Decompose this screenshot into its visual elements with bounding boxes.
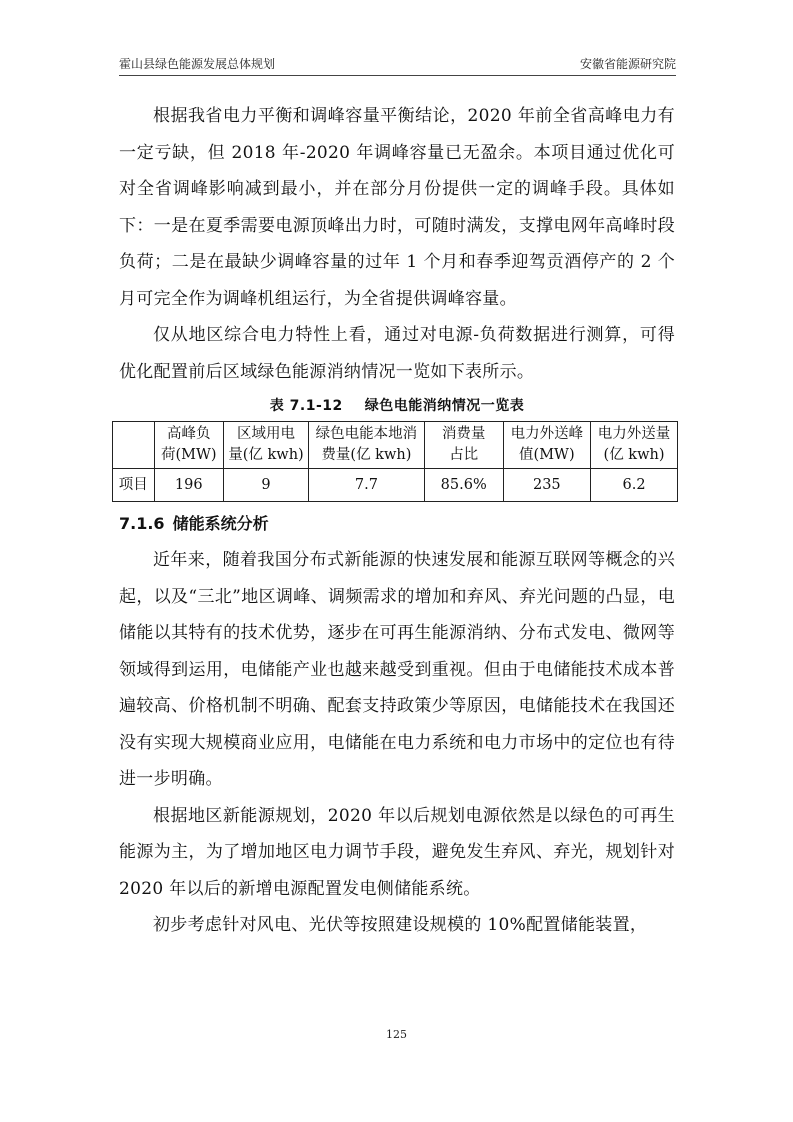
section-title: 储能系统分析 (172, 514, 269, 533)
paragraph-consumption-intro: 仅从地区综合电力特性上看，通过对电源-负荷数据进行测算，可得优化配置前后区域绿色能源消纳情况一览如下表所示。 (119, 325, 675, 382)
table-cell: 9 (223, 469, 308, 502)
header-document-title: 霍山县绿色能源发展总体规划 (119, 57, 276, 71)
table-header-cell: 消费量 占比 (424, 422, 503, 469)
table-caption-title: 绿色电能消纳情况一览表 (364, 398, 525, 414)
table-cell: 项目 (113, 469, 155, 502)
table-row (113, 469, 678, 502)
page-body (119, 98, 675, 944)
section-heading (119, 512, 675, 536)
paragraph-storage-background: 近年来，随着我国分布式新能源的快速发展和能源互联网等概念的兴起，以及“三北”地区调峰、调频需求的增加和弃风、弃光问题的凸显，电储能以其特有的技术优势，逐步在可再生能源消纳、分布式发电、微网等领域得到运用，电储能产业也越来越受到重视。但由于电储能技术成本普遍较高、价格机制不明确、配套支持政策少等原因，电储能技术在我国还没有实现大规模商业应用，电储能在电力系统和电力市场中的定位也有待进一步明确。 (119, 550, 675, 789)
table-header-cell: 区域用电 量(亿 kwh) (223, 422, 308, 469)
table-cell: 85.6% (424, 469, 503, 502)
header-organization: 安徽省能源研究院 (579, 57, 676, 71)
table-header-cell (113, 422, 155, 469)
table-header-cell: 电力外送量 (亿 kwh) (591, 422, 678, 469)
table-cell: 7.7 (309, 469, 425, 502)
table-caption-number: 表 7.1-12 (269, 398, 343, 414)
table-header-cell: 高峰负 荷(MW) (154, 422, 223, 469)
page-header (119, 52, 676, 74)
table-cell: 235 (503, 469, 590, 502)
table-header-row (113, 422, 678, 469)
paragraph-storage-plan: 根据地区新能源规划，2020 年以后规划电源依然是以绿色的可再生能源为主，为了增加地区电力调节手段，避免发生弃风、弃光，规划针对 2020 年以后的新增电源配置发电侧储能系统。 (119, 805, 675, 899)
header-divider (119, 75, 676, 76)
paragraph-peak-balance: 根据我省电力平衡和调峰容量平衡结论，2020 年前全省高峰电力有一定亏缺，但 2018 年-2020 年调峰容量已无盈余。本项目通过优化可对全省调峰影响减到最小，并在部分月份提供一定的调峰手段。具体如下：一是在夏季需要电源顶峰出力时，可随时满发，支撑电网年高峰时段负荷；二是在最缺少调峰容量的过年 1 个月和春季迎驾贡酒停产的 2 个月可完全作为调峰机组运行，为全省提供调峰容量。 (119, 106, 675, 309)
section-number: 7.1.6 (119, 514, 165, 533)
table-cell: 196 (154, 469, 223, 502)
consumption-table (112, 421, 678, 502)
table-header-cell: 绿色电能本地消 费量(亿 kwh) (309, 422, 425, 469)
table-cell: 6.2 (591, 469, 678, 502)
page-number: 125 (386, 1028, 407, 1041)
table-header-cell: 电力外送峰 值(MW) (503, 422, 590, 469)
table-caption (119, 395, 675, 415)
paragraph-storage-config: 初步考虑针对风电、光伏等按照建设规模的 10%配置储能装置， (153, 915, 648, 935)
